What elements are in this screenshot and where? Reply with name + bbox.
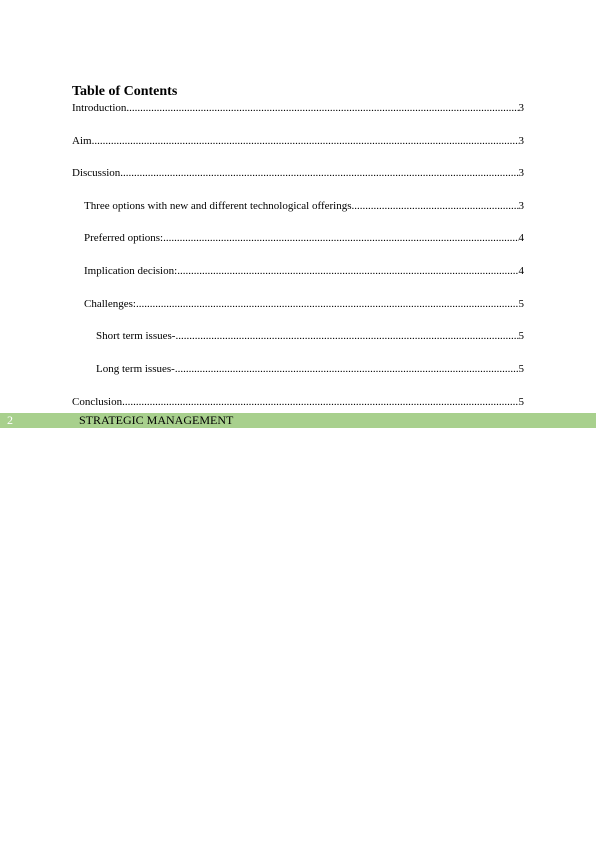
toc-dot-leader [177, 263, 518, 279]
toc-entry-preferred-options[interactable] [84, 230, 524, 246]
toc-entry-text: Introduction [72, 102, 127, 114]
toc-entry-page: 5 [518, 363, 524, 375]
toc-dot-leader [92, 133, 519, 149]
toc-entry-short-term-issues[interactable] [96, 328, 524, 344]
toc-entry-text: Implication decision: [84, 265, 178, 277]
toc-entry-text: Challenges: [84, 298, 136, 310]
toc-entry-aim[interactable] [72, 133, 524, 149]
toc-dot-leader [136, 296, 519, 312]
toc-dot-leader [126, 100, 518, 116]
toc-entry-page: 5 [518, 330, 524, 342]
toc-entry-text: Aim [72, 135, 92, 147]
toc-list [0, 0, 596, 420]
footer-band [0, 413, 596, 428]
toc-entry-text: Long term issues- [96, 363, 175, 375]
toc-entry-text: Preferred options: [84, 232, 164, 244]
toc-dot-leader [175, 361, 519, 377]
toc-entry-page: 5 [518, 396, 524, 408]
toc-dot-leader [120, 165, 518, 181]
toc-title: Table of Contents [72, 84, 178, 99]
toc-entry-page: 4 [518, 265, 524, 277]
toc-entry-page: 3 [518, 135, 524, 147]
toc-entry-text: Conclusion [72, 396, 123, 408]
toc-entry-three-options[interactable] [84, 198, 524, 214]
toc-dot-leader [122, 394, 518, 410]
toc-entry-discussion[interactable] [72, 165, 524, 181]
footer-running-title: STRATEGIC MANAGEMENT [79, 413, 234, 427]
toc-entry-page: 3 [518, 200, 524, 212]
toc-dot-leader [163, 230, 518, 246]
toc-entry-conclusion[interactable] [72, 394, 524, 410]
toc-entry-implication-decision[interactable] [84, 263, 524, 279]
footer-page-number: 2 [7, 413, 13, 427]
toc-dot-leader [175, 328, 518, 344]
toc-entry-challenges[interactable] [84, 296, 524, 312]
toc-entry-text: Short term issues- [96, 330, 176, 342]
toc-entry-page: 3 [518, 102, 524, 114]
toc-entry-long-term-issues[interactable] [96, 361, 524, 377]
toc-dot-leader [352, 198, 519, 214]
toc-entry-text: Three options with new and different technological offerings [84, 200, 352, 212]
toc-entry-introduction[interactable] [72, 100, 524, 116]
toc-entry-page: 5 [518, 298, 524, 310]
toc-entry-page: 3 [518, 167, 524, 179]
toc-entry-text: Discussion [72, 167, 121, 179]
toc-entry-page: 4 [518, 232, 524, 244]
